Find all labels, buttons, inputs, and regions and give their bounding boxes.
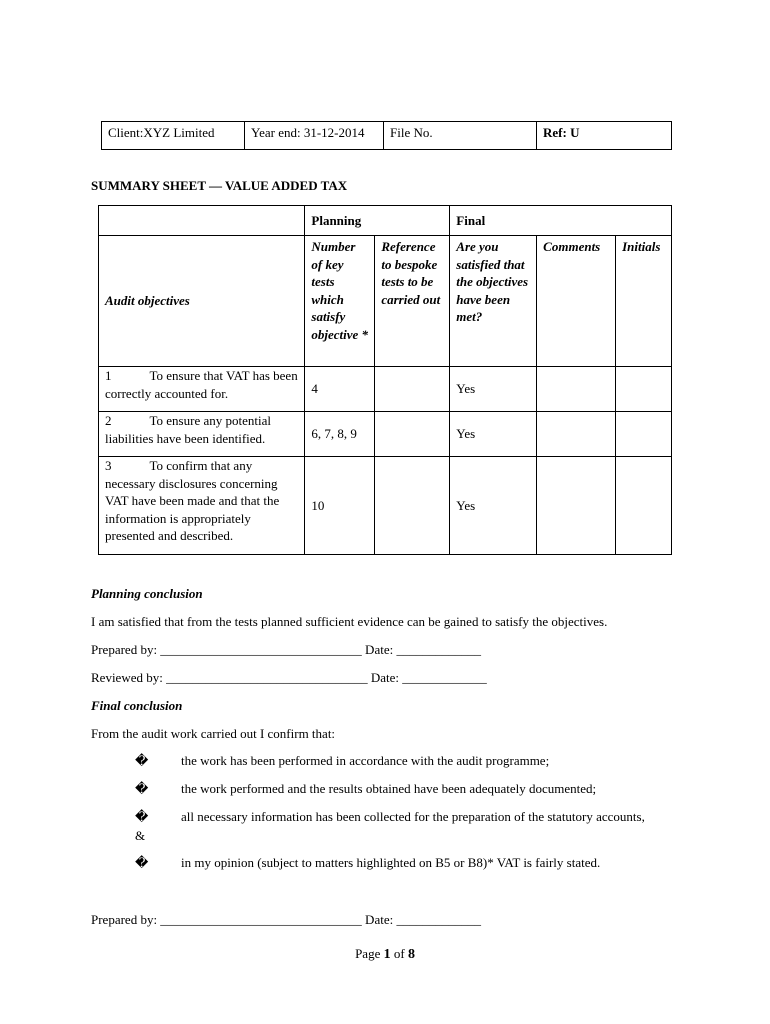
table-row — [99, 412, 672, 457]
list-item: in my opinion (subject to matters highlighted on B5 or B8)* VAT is fairly stated. — [181, 855, 601, 870]
final-conclusion-intro: From the audit work carried out I confirm that: — [91, 726, 336, 741]
list-item: the work has been performed in accordance with the audit programme; — [181, 753, 550, 768]
ref-cell: Ref: U — [537, 122, 672, 150]
table-row — [99, 367, 672, 412]
audit-objectives-header: Audit objectives — [99, 236, 305, 367]
planning-conclusion-text: I am satisfied that from the tests planned sufficient evidence can be gained to satisfy the objectives. — [91, 614, 608, 629]
objective-text: To ensure any potential liabilities have been identified. — [105, 413, 271, 446]
objective-cell — [99, 412, 305, 457]
reference-header: Reference to bespoke tests to be carried out — [375, 236, 450, 367]
comments-cell — [537, 457, 616, 555]
comments-cell — [537, 412, 616, 457]
comments-header: Comments — [537, 236, 616, 367]
reference-cell — [375, 367, 450, 412]
bullet-icon: � — [135, 809, 149, 824]
tests-cell: 10 — [305, 457, 375, 555]
satisfied-cell: Yes — [450, 367, 537, 412]
tests-cell: 6, 7, 8, 9 — [305, 412, 375, 457]
row-number: 2 — [105, 413, 112, 428]
of-word: of — [393, 946, 405, 961]
page-total: 8 — [407, 947, 415, 962]
planning-group-header: Planning — [305, 206, 450, 236]
planning-conclusion-heading: Planning conclusion — [91, 586, 203, 601]
list-item: the work performed and the results obtained have been adequately documented; — [181, 781, 597, 796]
summary-table — [98, 205, 672, 555]
page-footer — [0, 946, 770, 963]
reference-cell — [375, 412, 450, 457]
year-end-cell: Year end: 31-12-2014 — [245, 122, 384, 150]
bullet-icon: � — [135, 753, 149, 768]
page-number: 1 — [383, 947, 391, 962]
row-number: 3 — [105, 458, 112, 473]
client-cell: Client:XYZ Limited — [102, 122, 245, 150]
initials-cell — [616, 367, 672, 412]
final-prepared-by: Prepared by: _______________________________ Date: _____________ — [91, 912, 481, 927]
tests-cell: 4 — [305, 367, 375, 412]
objective-cell — [99, 457, 305, 555]
reference-cell — [375, 457, 450, 555]
key-tests-header: Number of key tests which satisfy objective * — [305, 236, 375, 367]
file-no-cell: File No. — [384, 122, 537, 150]
bullet-icon: � — [135, 855, 149, 870]
table-row — [99, 457, 672, 555]
blank-header-cell — [99, 206, 305, 236]
objective-text: To ensure that VAT has been correctly accounted for. — [105, 368, 298, 401]
planning-reviewed-by: Reviewed by: _______________________________ Date: _____________ — [91, 670, 487, 685]
satisfied-cell: Yes — [450, 412, 537, 457]
initials-cell — [616, 457, 672, 555]
initials-cell — [616, 412, 672, 457]
list-item: all necessary information has been collected for the preparation of the statutory accounts, — [181, 809, 645, 824]
row-number: 1 — [105, 368, 112, 383]
bullet-icon: � — [135, 781, 149, 796]
final-group-header: Final — [450, 206, 672, 236]
satisfied-cell: Yes — [450, 457, 537, 555]
satisfied-header: Are you satisfied that the objectives have been met? — [450, 236, 537, 367]
header-table — [101, 121, 672, 150]
comments-cell — [537, 367, 616, 412]
ampersand-text: & — [135, 828, 146, 843]
document-title: SUMMARY SHEET — VALUE ADDED TAX — [91, 178, 348, 193]
page-word: Page — [355, 946, 381, 961]
objective-cell — [99, 367, 305, 412]
planning-prepared-by: Prepared by: _______________________________ Date: _____________ — [91, 642, 481, 657]
final-conclusion-heading: Final conclusion — [91, 698, 183, 713]
initials-header: Initials — [616, 236, 672, 367]
objective-text: To confirm that any necessary disclosures concerning VAT have been made and that the information is appropriately presented and described. — [105, 458, 280, 543]
